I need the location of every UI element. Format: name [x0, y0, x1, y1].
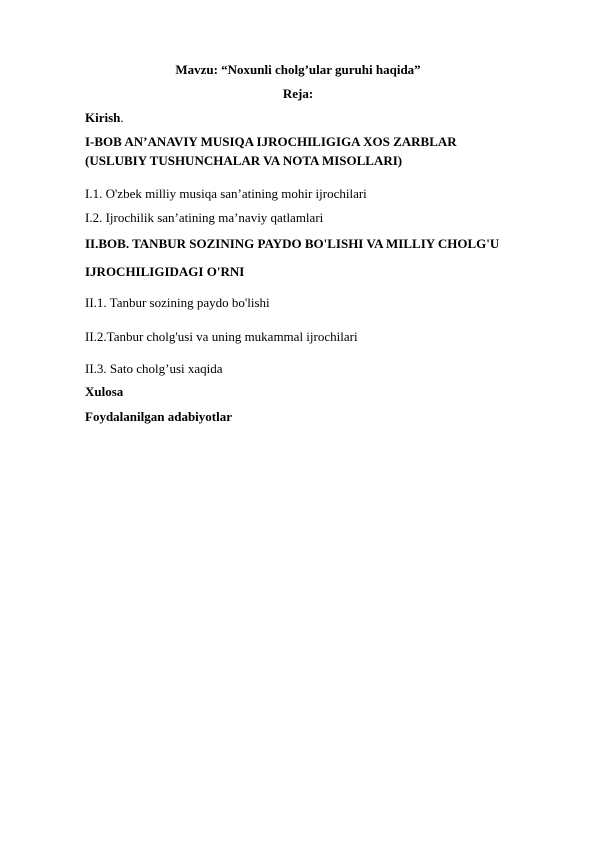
section-2-3: II.3. Sato cholg’usi xaqida	[85, 361, 223, 376]
chapter1-title-line1: I-BOB AN’ANAVIY MUSIQA IJROCHILIGIGA XOS ZARBLAR	[85, 134, 457, 149]
plan-heading: Reja:	[282, 86, 314, 101]
chapter2-title-line2: IJROCHILIGIDAGI O'RNI	[85, 264, 245, 279]
intro-label: Kirish	[85, 110, 121, 125]
references: Foydalanilgan adabiyotlar	[85, 409, 232, 424]
chapter1-title-line2: (USLUBIY TUSHUNCHALAR VA NOTA MISOLLARI)	[85, 153, 403, 168]
section-1-1: I.1. O'zbek milliy musiqa san’atining mohir ijrochilari	[85, 186, 367, 201]
conclusion: Xulosa	[85, 384, 124, 399]
intro-punct: .	[120, 110, 124, 125]
document-title: Mavzu: “Noxunli cholg’ular guruhi haqida”	[175, 62, 421, 77]
section-2-1: II.1. Tanbur sozining paydo bo'lishi	[85, 295, 270, 310]
chapter2-title-line1: II.BOB. TANBUR SOZINING PAYDO BO'LISHI VA MILLIY CHOLG'U	[85, 236, 500, 251]
section-2-2: II.2.Tanbur cholg'usi va uning mukammal ijrochilari	[85, 329, 358, 344]
intro-line	[85, 110, 124, 126]
section-1-2: I.2. Ijrochilik san’atining ma’naviy qatlamlari	[85, 210, 324, 225]
